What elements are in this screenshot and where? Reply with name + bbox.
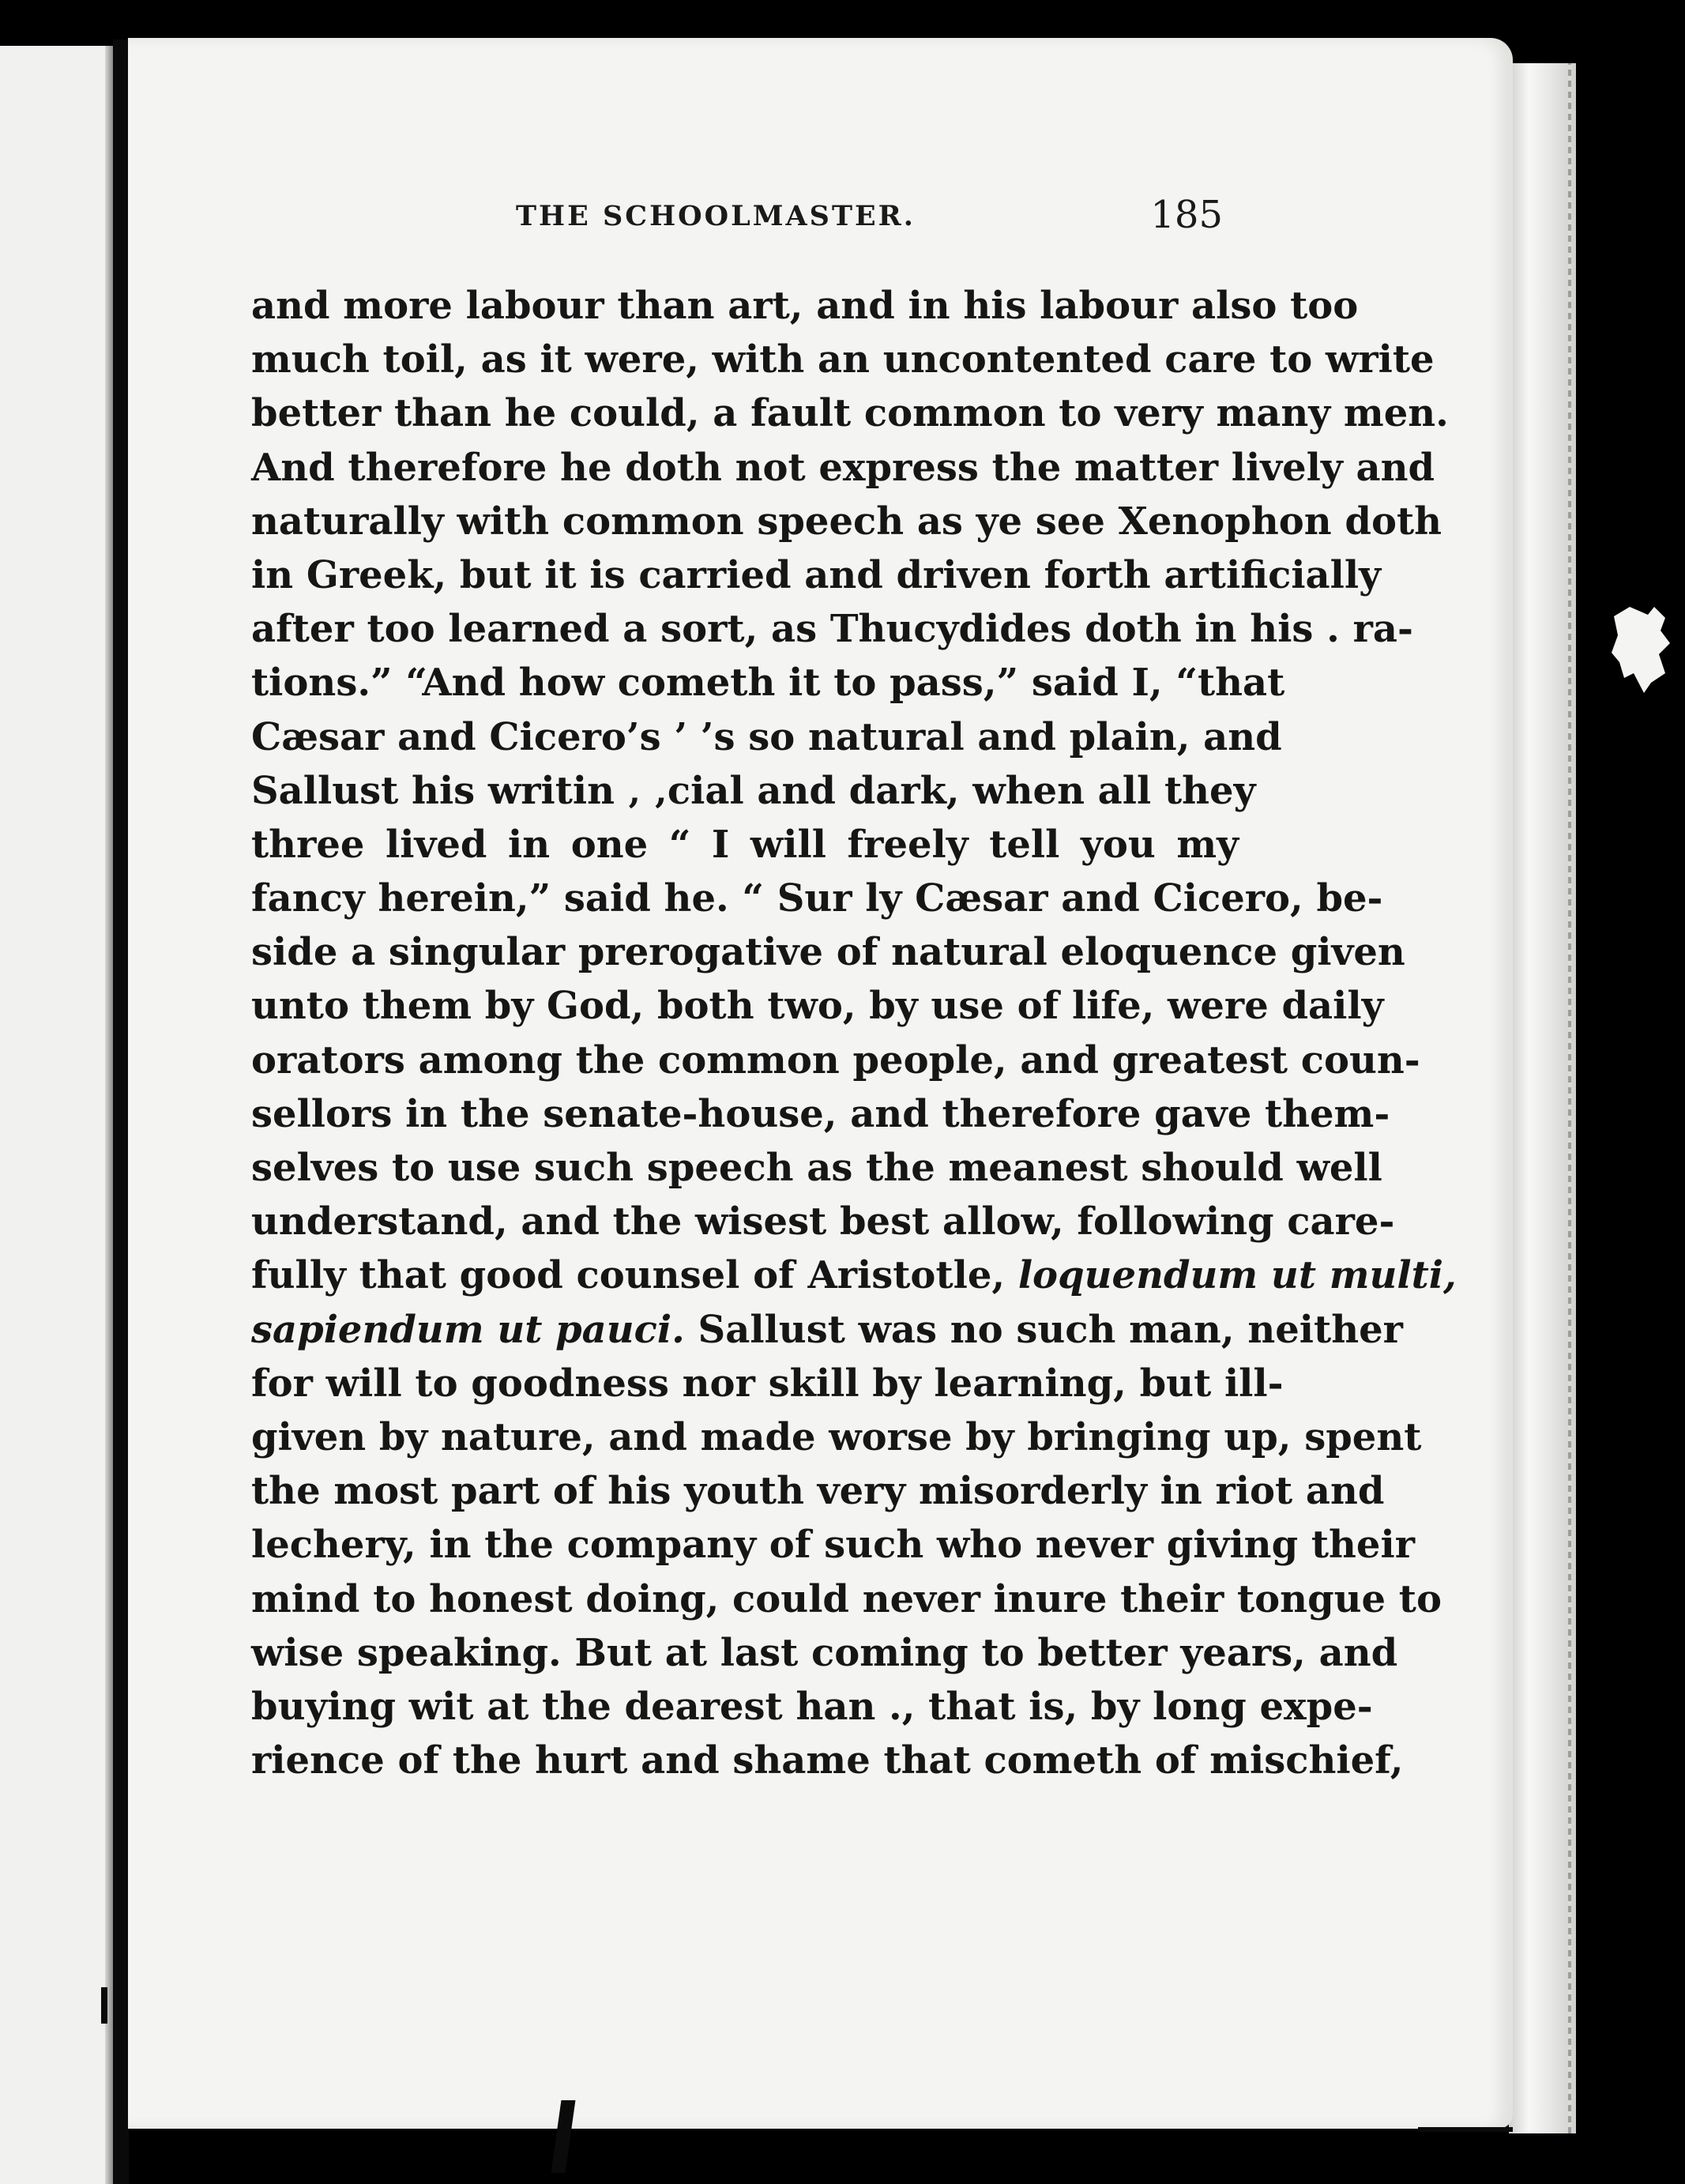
text-line: selves to use such speech as the meanest should well [251,1146,1382,1190]
text-line: rience of the hurt and shame that cometh of mischief, [251,1738,1404,1783]
text-line: Sallust his writin ‚ ‚cial and dark, when all they [251,768,1256,813]
text-line: and more labour than art, and in his labour also too [251,284,1359,328]
latin-phrase: sapiendum ut pauci. [251,1307,685,1352]
text-line: for will to goodness nor skill by learning, but ill- [251,1361,1284,1406]
text-line: tions.” “And how cometh it to pass,” said I, “that [251,661,1285,706]
text-line: mind to honest doing, could never inure their tongue to [251,1576,1442,1621]
running-head: THE SCHOOLMASTER. [516,200,916,232]
page-header [251,193,1223,243]
text-segment: fully that good counsel of Aristotle, [251,1253,1018,1298]
scan-mark [101,1987,107,2024]
text-line: side a singular prerogative of natural eloquence given [251,930,1405,975]
text-line: after too learned a sort, as Thucydides doth in his . ra- [251,607,1413,652]
left-page-edge [0,46,113,2184]
text-line: understand, and the wisest best allow, following care- [251,1199,1395,1245]
text-line: wise speaking. But at last coming to better years, and [251,1630,1398,1675]
text-line: unto them by God, both two, by use of life, were daily [251,984,1384,1029]
page-edge-stack [1509,63,1576,2133]
text-line-with-latin [251,1303,1403,1357]
latin-phrase: loquendum ut multi, [1017,1253,1457,1298]
text-line: buying wit at the dearest han ., that is, by long expe- [251,1684,1373,1729]
body-text [251,279,1457,1787]
text-line: given by nature, and made worse by bringing up, spent [251,1414,1422,1459]
text-line: three lived in one “ I will freely tell you my [251,822,1239,867]
text-line: in Greek, but it is carried and driven forth artificially [251,552,1382,597]
text-line: better than he could, a fault common to very many men. [251,391,1449,436]
text-line: orators among the common people, and greatest coun- [251,1037,1420,1083]
text-line: fancy herein,” said he. “ Sur ly Cæsar and Cicero, be- [251,876,1383,921]
text-line: the most part of his youth very misorderly in riot and [251,1469,1385,1514]
text-line: sellors in the senate-house, and therefore gave them- [251,1091,1390,1136]
text-line: much toil, as it were, with an uncontented care to write [251,337,1435,382]
text-line-with-latin [251,1248,1457,1302]
text-line: lechery, in the company of such who never giving their [251,1523,1415,1568]
torn-paper-tab [1610,601,1672,695]
page-number: 185 [1150,193,1223,237]
text-line: And therefore he doth not express the matter lively and [251,445,1435,490]
text-line: Cæsar and Cicero’s ’ ’s so natural and plain, and [251,714,1282,759]
scan-mark [1418,2127,1513,2132]
text-segment: Sallust was no such man, neither [684,1307,1403,1352]
book-spine-shadow [113,40,129,2184]
text-line: naturally with common speech as ye see Xenophon doth [251,499,1442,544]
